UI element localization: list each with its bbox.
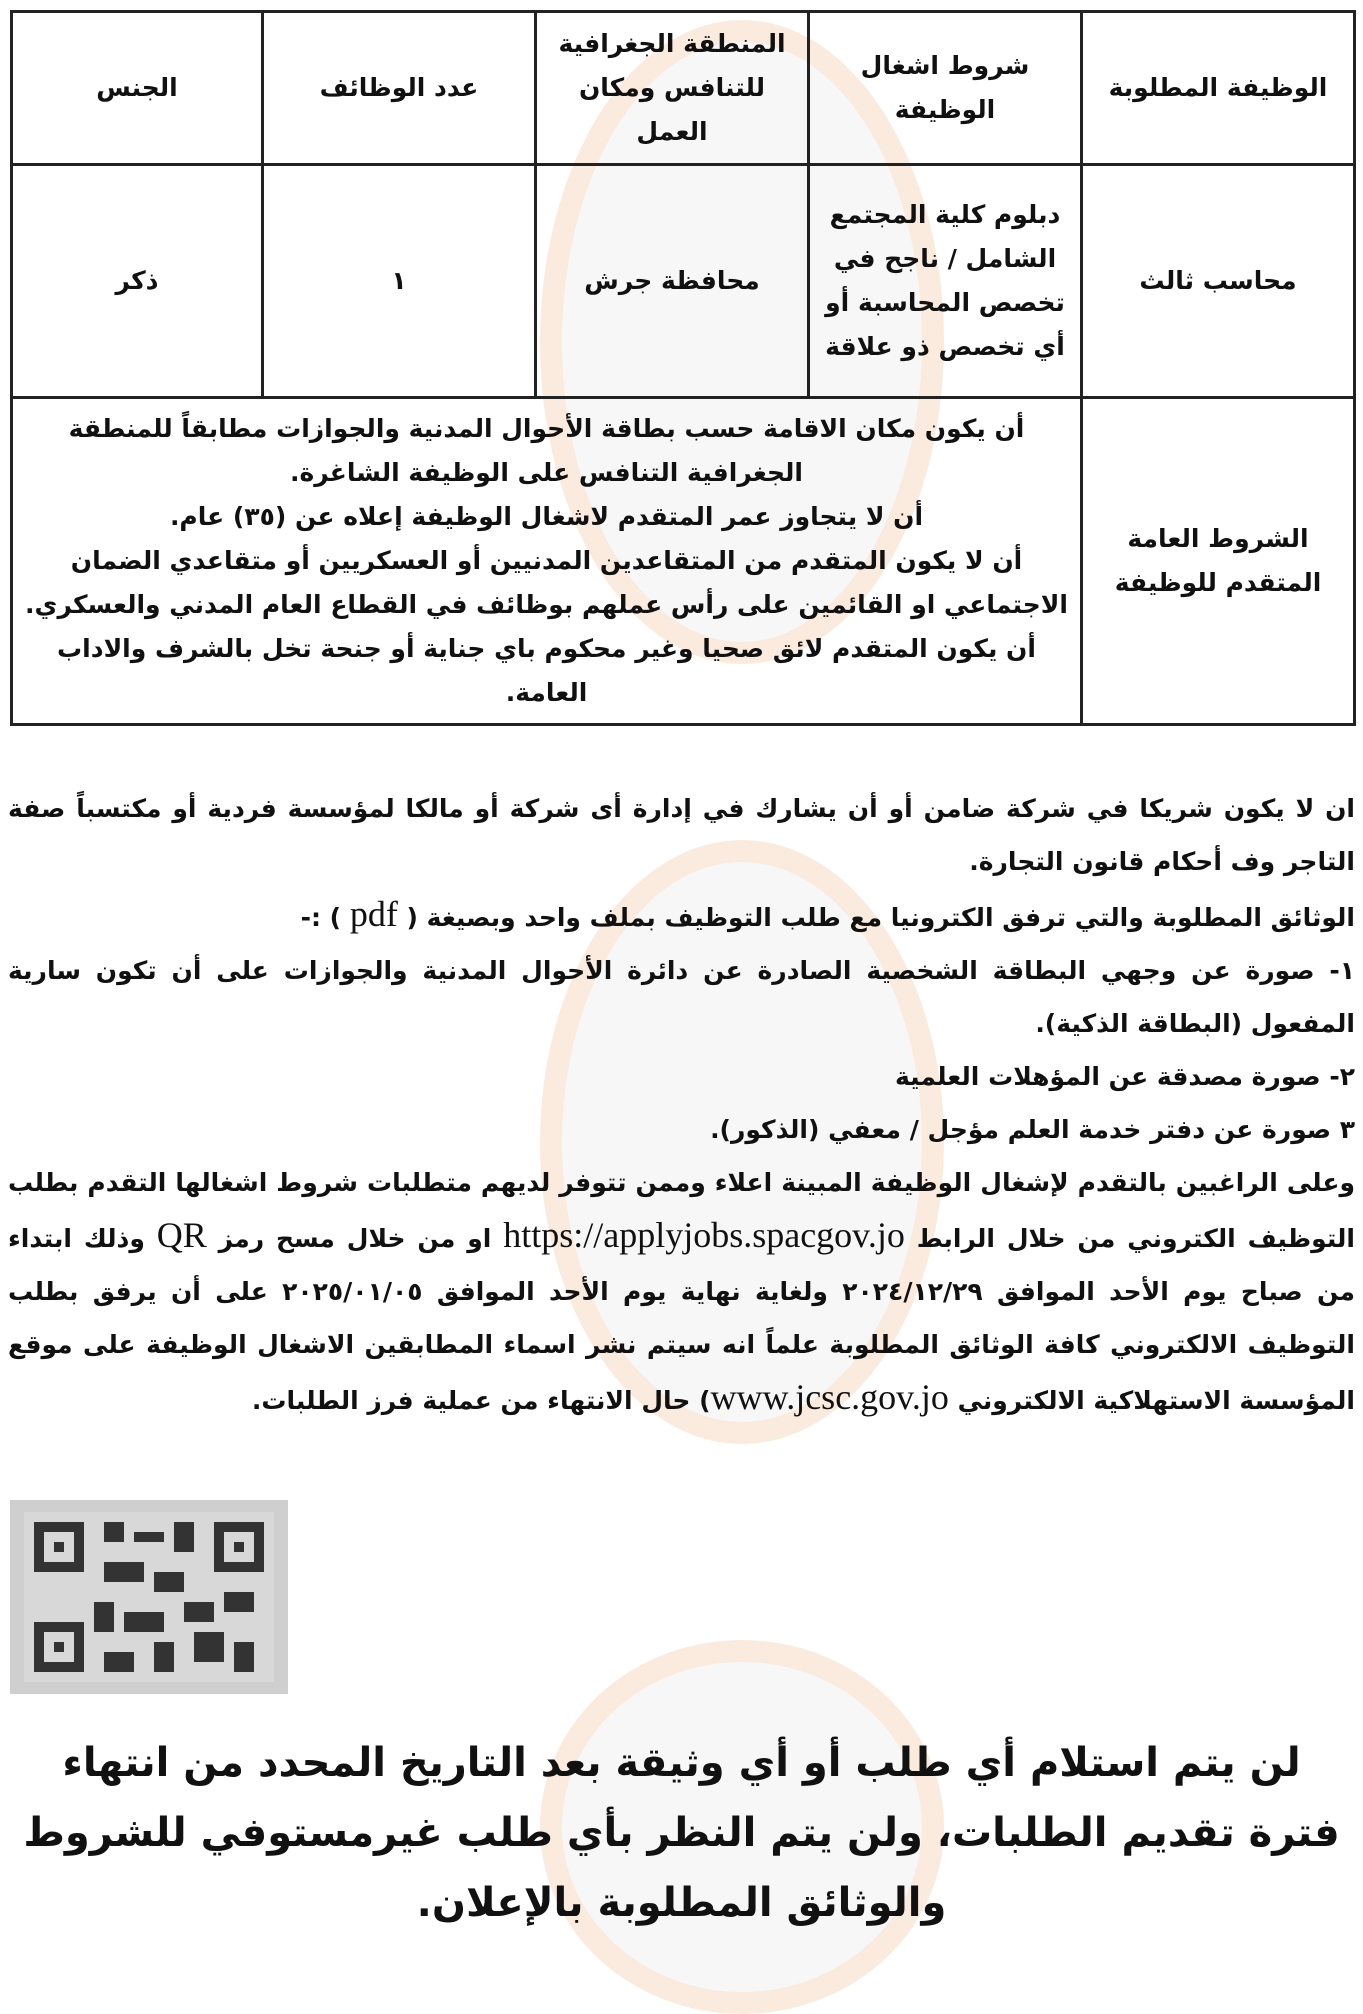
cell-region: محافظة جرش — [536, 165, 809, 398]
qr-label: QR — [156, 1215, 207, 1255]
apply-text: وذلك ابتداء من صباح يوم الأحد الموافق ٢٠٢٤/١٢/٢٩ ولغاية نهاية يوم الأحد الموافق ٢٠٢٥/٠١/٠٥ على أن يرفق بطلب التوظيف الالكتروني كافة الوثائق المطلوبة علماً انه سيتم نشر اسماء المطابقين الاشغال الوظيفة على موقع المؤسسة الاستهلاكية الالكتروني — [8, 1224, 1356, 1415]
job-table — [10, 10, 1356, 726]
announcement-body — [8, 782, 1355, 1427]
doc-item-2: ٢- صورة مصدقة عن المؤهلات العلمية — [894, 1062, 1355, 1091]
doc-item-1: ١- صورة عن وجهي البطاقة الشخصية الصادرة عن دائرة الأحوال المدنية والجوازات على أن تكون سارية المفعول (البطاقة الذكية). — [8, 956, 1355, 1038]
cell-count: ١ — [263, 165, 536, 398]
paragraph-partner: ان لا يكون شريكا في شركة ضامن أو أن يشارك في إدارة أى شركة أو مالكا لمؤسسة فردية أو مكتسباً صفة التاجر وف أحكام قانون التجارة. — [8, 794, 1355, 876]
condition-item: أن لا يكون المتقدم من المتقاعدين المدنيين أو العسكريين أو متقاعدي الضمان الاجتماعي او القائمين على رأس عملهم بوظائف في القطاع العام المدني والعسكري. — [25, 546, 1068, 619]
apply-text: او من خلال مسح رمز — [218, 1224, 492, 1253]
condition-item: أن لا يتجاوز عمر المتقدم لاشغال الوظيفة إعلاه عن (٣٥) عام. — [169, 502, 924, 531]
apply-link[interactable]: https://applyjobs.spacgov.jo — [503, 1215, 905, 1255]
qr-code — [10, 1500, 288, 1694]
paragraph-apply — [8, 1156, 1355, 1427]
general-conditions-list — [12, 398, 1082, 725]
docs-intro-text: الوثائق المطلوبة والتي ترفق الكترونيا مع طلب التوظيف بملف واحد وبصيغة ( — [406, 903, 1355, 932]
condition-item: أن يكون المتقدم لائق صحيا وغير محكوم باي جناية أو جنحة تخل بالشرف والاداب العامة. — [57, 634, 1036, 707]
header-region: المنطقة الجغرافية للتنافس ومكان العمل — [536, 12, 809, 165]
table-row — [12, 165, 1355, 398]
header-job: الوظيفة المطلوبة — [1082, 12, 1355, 165]
cell-job: محاسب ثالث — [1082, 165, 1355, 398]
header-conditions: شروط اشغال الوظيفة — [809, 12, 1082, 165]
final-notice: لن يتم استلام أي طلب أو أي وثيقة بعد التاريخ المحدد من انتهاء فترة تقديم الطلبات، ولن يتم النظر بأي طلب غيرمستوفي للشروط والوثائق المطلوبة بالإعلان. — [23, 1740, 1340, 1926]
header-count: عدد الوظائف — [263, 12, 536, 165]
header-gender: الجنس — [12, 12, 263, 165]
qr-code-icon — [24, 1509, 274, 1685]
condition-item: أن يكون مكان الاقامة حسب بطاقة الأحوال المدنية والجوازات مطابقاً للمنطقة الجغرافية التنافس على الوظيفة الشاغرة. — [68, 414, 1025, 487]
docs-intro-end: ) :- — [300, 903, 342, 932]
apply-text: ) حال الانتهاء من عملية فرز الطلبات. — [251, 1386, 711, 1415]
paragraph-docs-intro — [8, 888, 1355, 944]
doc-item-3: ٣ صورة عن دفتر خدمة العلم مؤجل / معفي (الذكور). — [710, 1115, 1355, 1144]
cell-conditions: دبلوم كلية المجتمع الشامل / ناجح في تخصص المحاسبة أو أي تخصص ذو علاقة — [809, 165, 1082, 398]
general-conditions-label: الشروط العامة المتقدم للوظيفة — [1082, 398, 1355, 725]
general-conditions-row — [12, 398, 1355, 725]
docs-format: pdf — [349, 894, 398, 934]
apply-text: وعلى الراغبين بالتقدم لإشغال الوظيفة المبينة اعلاء وممن تتوفر لديهم متطلبات شروط اشغالها التقدم بطلب التوظيف الكتروني من خلال الرابط — [8, 1168, 1355, 1253]
cell-gender: ذكر — [12, 165, 263, 398]
table-header-row — [12, 12, 1355, 165]
site-link[interactable]: www.jcsc.gov.jo — [710, 1377, 949, 1417]
